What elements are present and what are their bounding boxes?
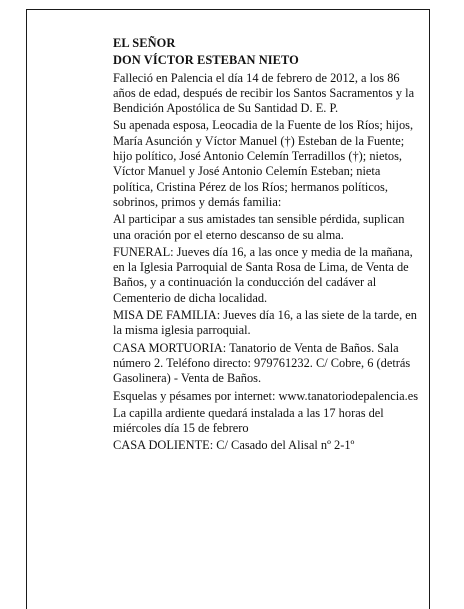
- chapel-details: La capilla ardiente quedará instalada a las 17 horas del miércoles día 15 de febrero: [113, 405, 384, 436]
- family-mass-details: MISA DE FAMILIA: Jueves día 16, a las siete de la tarde, en la misma iglesia parroquial.: [113, 308, 417, 338]
- funeral-home-details: CASA MORTUORIA: Tanatorio de Venta de Baños. Sala número 2. Teléfono directo: 979761232. C/ Cobre, 6 (detrás Gasolinera) - Venta de Baños.: [113, 340, 411, 386]
- online-condolences: Esquelas y pésames por internet: www.tanatoriodepalencia.es: [113, 388, 419, 403]
- notice-title-line-2: DON VÍCTOR ESTEBAN NIETO: [113, 53, 299, 68]
- family-list: Su apenada esposa, Leocadia de la Fuente de los Ríos; hijos, María Asunción y Víctor Manuel (†) Esteban de la Fuente; hijo político, José Antonio Celemín Terradillos (†); nietos, Víctor Manuel y José Antonio Celemín Esteban; nieta política, Cristina Pérez de los Ríos; hermanos políticos, sobrinos, primos y demás familia:: [113, 118, 414, 209]
- mourning-house-address: CASA DOLIENTE: C/ Casado del Alisal nº 2-1º: [113, 438, 355, 453]
- death-announcement: Falleció en Palencia el día 14 de febrero de 2012, a los 86 años de edad, después de recibir los Santos Sacramentos y la Bendición Apostólica de Su Santidad D. E. P.: [113, 70, 415, 116]
- notice-title-line-1: EL SEÑOR: [113, 36, 176, 50]
- funeral-details: FUNERAL: Jueves día 16, a las once y media de la mañana, en la Iglesia Parroquial de Santa Rosa de Lima, de Venta de Baños, y a continuación la conducción del cadáver al Cementerio de dicha localidad.: [113, 244, 413, 305]
- obituary-notice: [113, 36, 419, 456]
- prayer-request: Al participar a sus amistades tan sensible pérdida, suplican una oración por el eterno descanso de su alma.: [113, 212, 405, 242]
